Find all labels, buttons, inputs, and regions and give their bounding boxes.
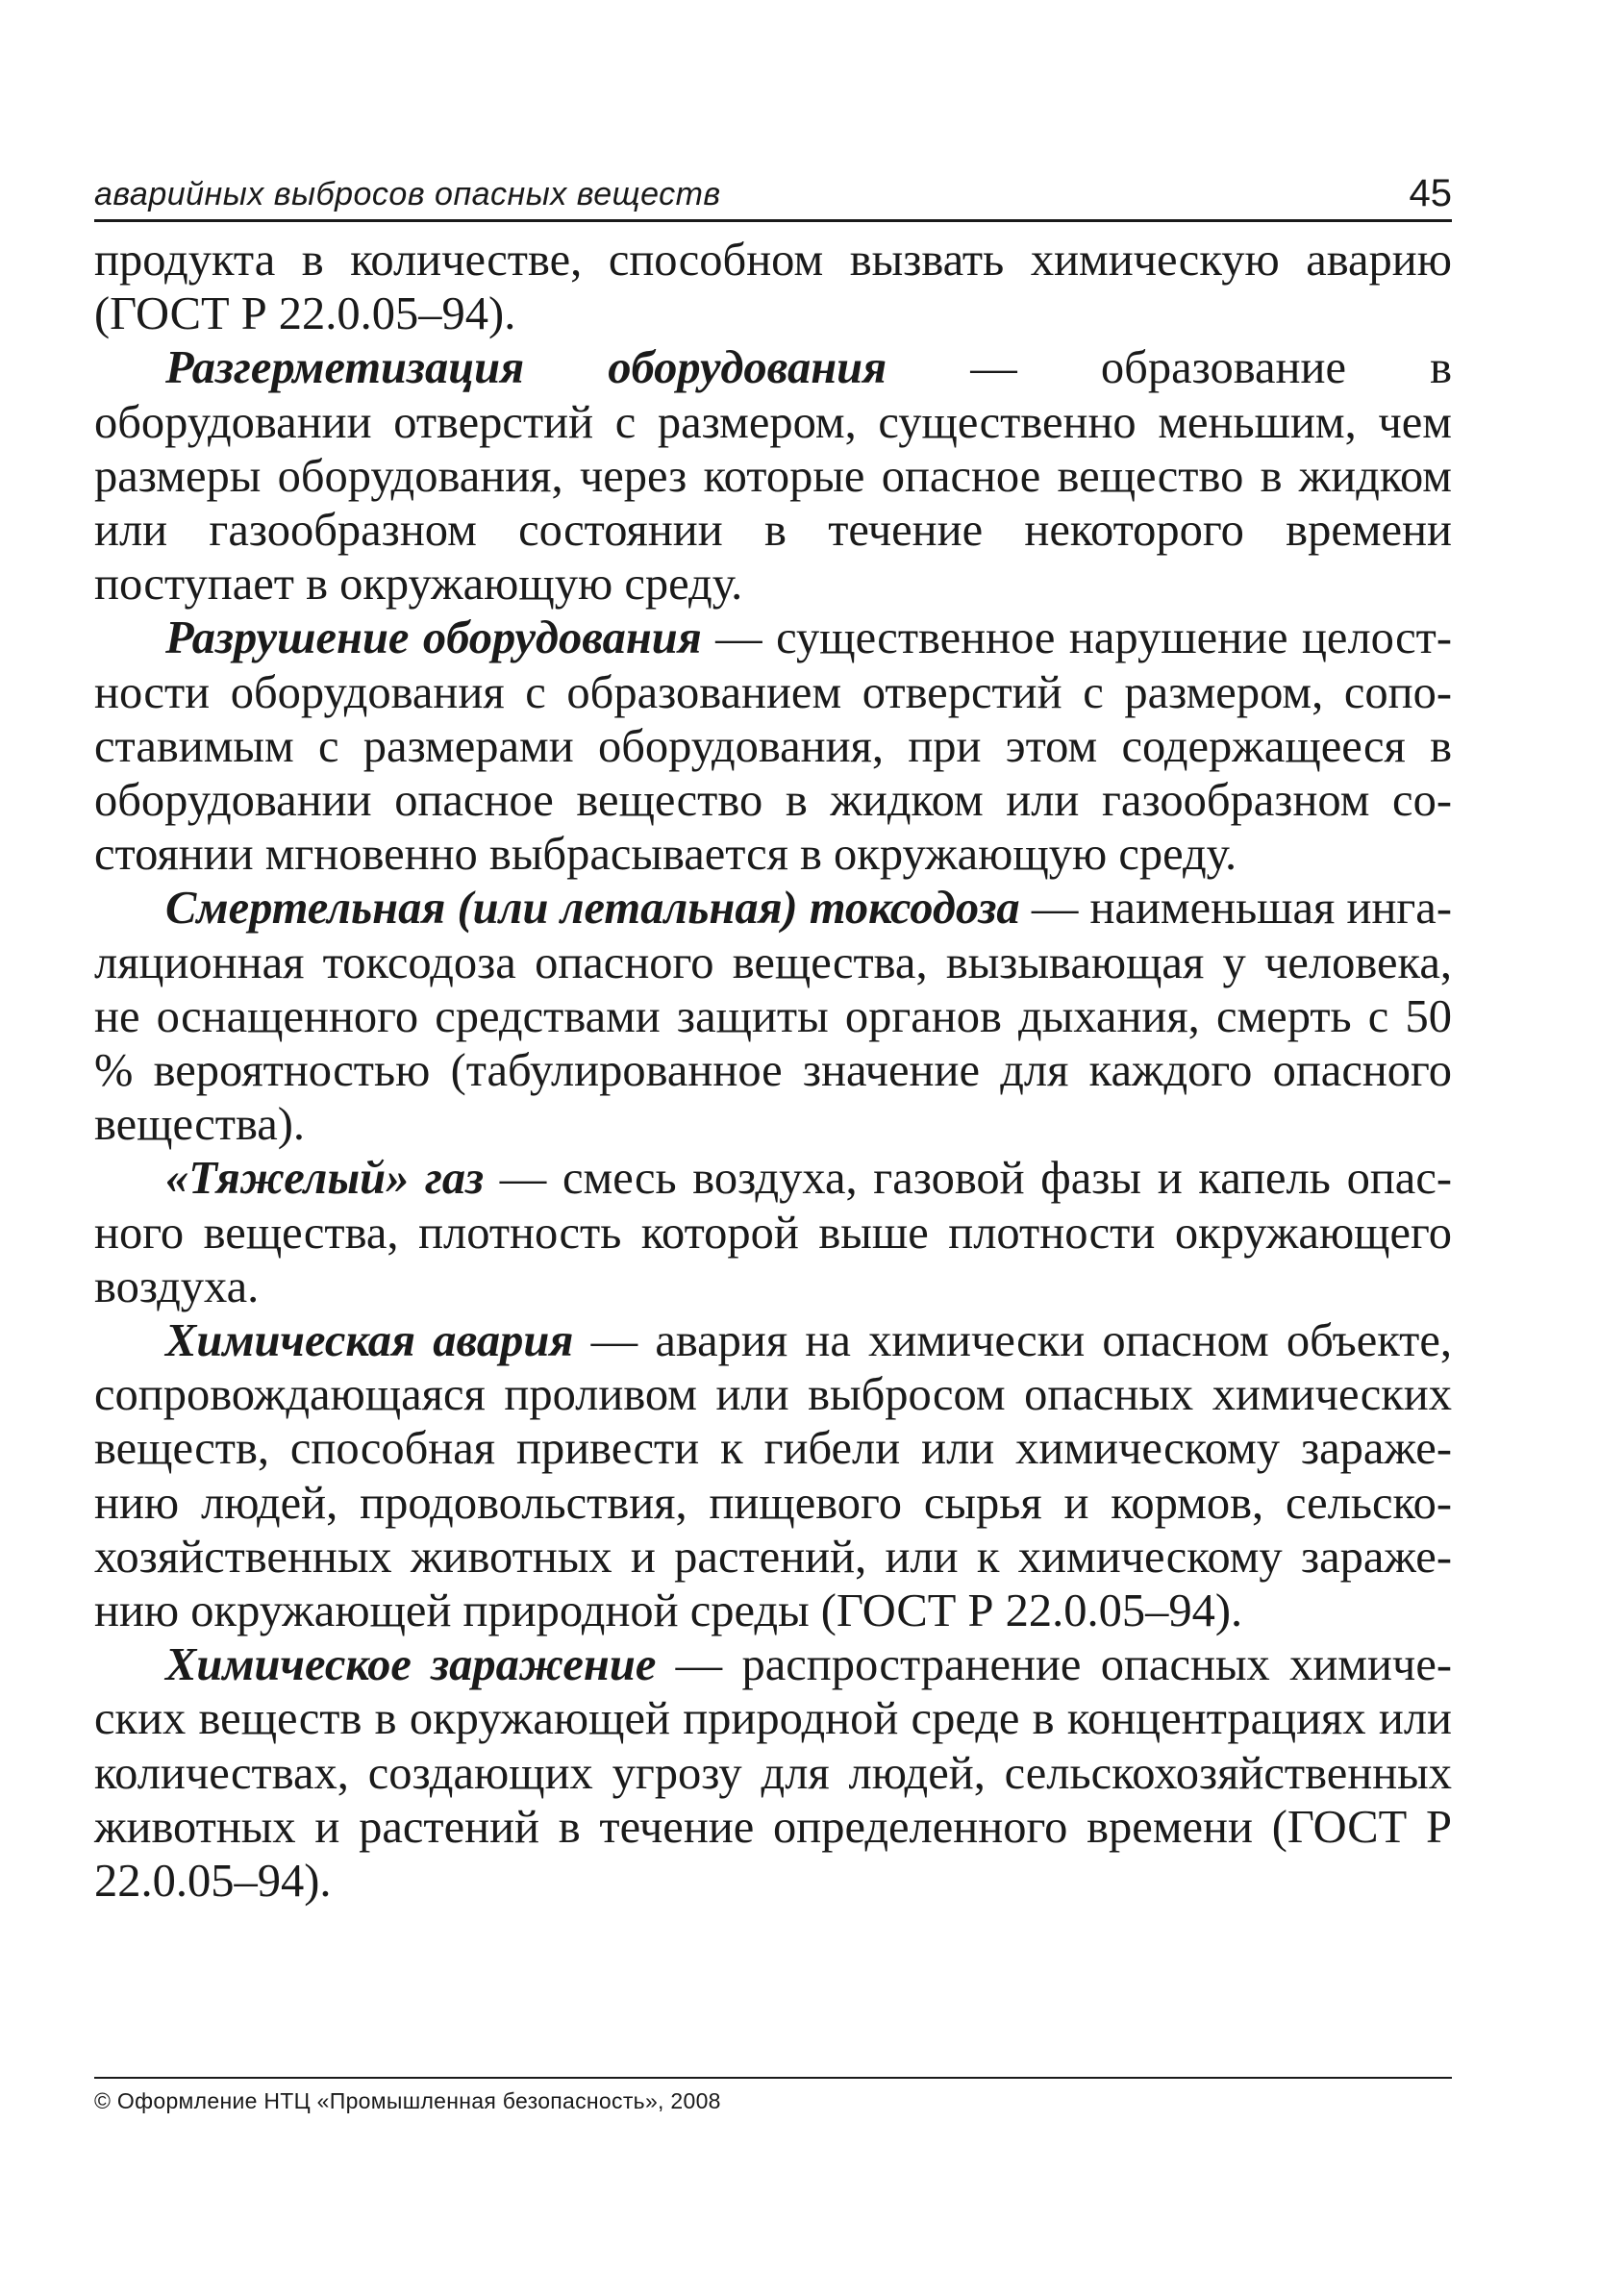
definition-term: Разгерметизация оборудования — [165, 342, 887, 394]
definition-text: — распространение опасных химических веществ в окружающей природной среде в концентрациях или количествах, создающих угрозу для людей, сельскохозяйственных животных и растений в течение определенного времени (ГОСТ Р 22.0.05–94). — [94, 1639, 1453, 1908]
definition-text: — существенное нарушение целостности оборудования с образованием отверстий с размером, сопоставимым с размерами оборудования, при этом содержащееся в оборудовании опасное вещество в жидком или газообразном состоянии мгновенно выбрасывается в окружающую среду. — [94, 612, 1452, 881]
definition-term: Разрушение оборудования — [165, 612, 702, 664]
definition-term: Химическая авария — [165, 1315, 574, 1367]
definition-paragraph — [94, 1638, 1452, 1909]
definition-paragraph — [94, 341, 1452, 612]
copyright-text: © Оформление НТЦ «Промышленная безопасность», 2008 — [94, 2088, 721, 2113]
definition-term: «Тяжелый» газ — [165, 1153, 485, 1205]
page-number: 45 — [1409, 172, 1452, 214]
paragraph-continuation — [94, 234, 1452, 341]
definition-paragraph — [94, 612, 1452, 882]
running-title: аварийных выбросов опасных веществ — [94, 176, 721, 212]
running-head — [94, 163, 1452, 222]
definition-text: — авария на химически опасном объекте, сопровождающаяся проливом или выбросом опасных химических веществ, способная привести к гибели или химическому заражению людей, продовольствия, пищевого сырья и кормов, сельскохозяйственных животных и растений, или к химическому заражению окружающей природной среды (ГОСТ Р 22.0.05–94). — [94, 1315, 1452, 1637]
page-footer — [94, 2077, 1452, 2114]
definition-paragraph — [94, 1152, 1452, 1314]
book-page — [94, 163, 1452, 1909]
definition-term: Химическое заражение — [165, 1639, 657, 1691]
definition-text: — образование в оборудовании отверстий с размером, существенно меньшим, чем размеры оборудования, через которые опасное вещество в жидком или газообразном состоянии в течение некоторого времени поступает в окружающую среду. — [94, 342, 1453, 611]
definition-term: Смертельная (или летальная) токсодоза — [165, 883, 1020, 935]
definition-text: — смесь воздуха, газовой фазы и капель опасного вещества, плотность которой выше плотности окружающего воздуха. — [94, 1153, 1452, 1312]
definition-paragraph — [94, 882, 1452, 1152]
definition-paragraph — [94, 1314, 1452, 1638]
body-text — [94, 234, 1452, 1909]
definition-text: — наименьшая ингаляционная токсодоза опасного вещества, вызывающая у человека, не оснащенного средствами защиты органов дыхания, смерть с 50 % вероятностью (табулированное значение для каждого опасного вещества). — [94, 883, 1452, 1151]
paragraph-text: продукта в количестве, способном вызвать химическую аварию (ГОСТ Р 22.0.05–94). — [94, 235, 1452, 340]
